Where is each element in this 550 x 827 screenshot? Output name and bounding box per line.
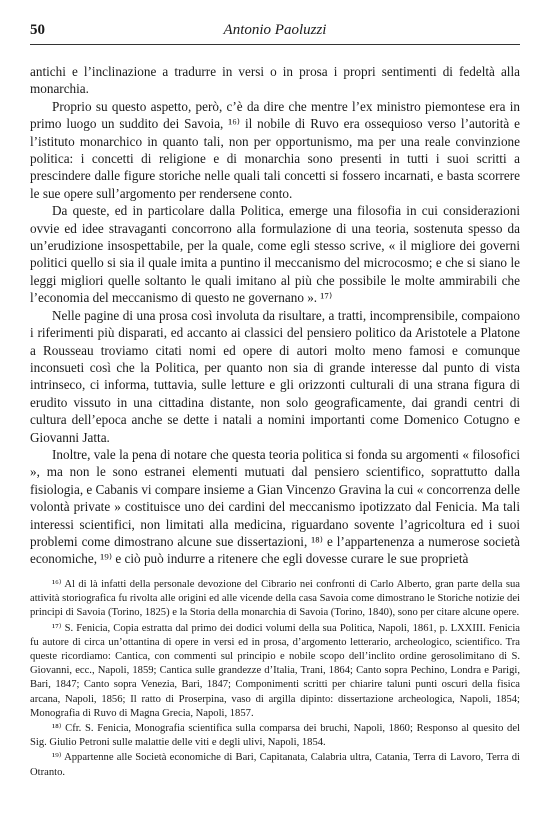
paragraph: Da queste, ed in particolare dalla Politica, emerge una filosofia in cui considerazioni ovvie ed idee stravaganti concorrono alla formulazione di una teoria, sostenuta spesso da un’erudizione insospettabile, per la quale, come egli stesso scrive, « il migliore dei governi politici quello si sia il quale imita a puntino il meccanismo del microcosmo; e che si siano le leggi migliori quelle soltanto le quali imitano al più che possibile le molte ammirabili che l’economia del meccanismo di questo ne governano ». ¹⁷⁾ bbox=[30, 203, 520, 306]
footnote: ¹⁷⁾ S. Fenicia, Copia estratta dal primo dei dodici volumi della sua Politica, Napoli, 1861, p. LXXIII. Fenicia fu autore di circa un’ottantina di opere in versi ed in prosa, d’argomento letterario, archeologico, scientifico. Tra queste ricordiamo: Cantica, con commenti sul principio e nobile scopo dell’inclito ordine gerosolimitano di S. Giovanni, ecc., Napoli, 1859; Cantica sulle grandezze d’Italia, Trani, 1864; Canto sopra Pechino, Londra e Parigi, Bari, 1847; Canto sopra Venezia, Bari, 1847; Componimenti scritti per chiarire taluni punti oscuri della fisica arcana, Napoli, 1856; Il ratto di Proserpina, vaso di argilla dipinto: dissertazione archeologica, Napoli, 1854; Monografia di Ruvo di Magna Grecia, Napoli, 1857. bbox=[30, 622, 520, 719]
footnote: ¹⁶⁾ Al di là infatti della personale devozione del Cibrario nei confronti di Carlo Alberto, gran parte della sua attività storiografica fu rivolta alle origini ed alle vicende della casa Savoia come dimostrano le Storiche notizie dei principi di Savoia (Torino, 1825) e la Storia della monarchia di Savoia (Torino, 1840), sono per citare alcune opere. bbox=[30, 579, 520, 619]
body-text bbox=[30, 63, 520, 568]
footnote: ¹⁹⁾ Appartenne alle Società economiche di Bari, Capitanata, Calabria ultra, Catania, Terra di Lavoro, Terra di Otranto. bbox=[30, 752, 520, 778]
footnotes bbox=[30, 578, 520, 781]
running-head: Antonio Paoluzzi bbox=[223, 22, 327, 38]
paragraph: Inoltre, vale la pena di notare che questa teoria politica si fonda su argomenti « filosofici », ma non le sono estranei elementi mutuati dal pensiero scientifico, soprattutto dalla fisiologia, e Cabanis vi compare insieme a Gian Vincenzo Gravina la cui « concorrenza delle volontà private » costituisce uno dei cardini del meccanismo ipotizzato dal Fenicia. Ma tali interessi scientifici, non limitati alla medicina, riguardano sovente l’agricoltura ed i suoi problemi come dimostrano alcune sue dissertazioni, ¹⁸⁾ e l’appartenenza a numerose società economiche, ¹⁹⁾ e ciò può indurre a ritenere che egli dovesse curare le sue proprietà bbox=[30, 446, 521, 567]
page-number: 50 bbox=[30, 22, 45, 38]
header-rule bbox=[30, 44, 520, 45]
footnote: ¹⁸⁾ Cfr. S. Fenicia, Monografia scientifica sulla comparsa dei bruchi, Napoli, 1860; Responso al quesito del Sig. Giulio Petroni sulle malattie delle viti e degli ulivi, Napoli, 1854. bbox=[30, 723, 520, 749]
paragraph: antichi e l’inclinazione a tradurre in versi o in prosa i propri sentimenti di fedeltà alla monarchia. bbox=[30, 64, 520, 97]
page-header bbox=[30, 20, 520, 44]
paragraph: Proprio su questo aspetto, però, c’è da dire che mentre l’ex ministro piemontese era in primo luogo un suddito dei Savoia, ¹⁶⁾ il nobile di Ruvo era ossequioso verso l’autorità e l’istituto monarchico in quanto tali, non per opportunismo, ma per una reale convinzione politica: i concetti di religione e di monarchia sono presenti in tutti i suoi scritti a prescindere dalle figure storiche nelle quali tali concetti si fossero incarnati, e basta scorrere le sue opere sull’argomento per rendersene conto. bbox=[30, 98, 520, 201]
paragraph: Nelle pagine di una prosa così involuta da risultare, a tratti, incomprensibile, compaiono i riferimenti più disparati, ed accanto ai classici del pensiero politico da Aristotele a Platone a Rousseau troviamo citati nomi ed opere di autori molto meno famosi e comunque inconsueti così che la Politica, per quanto non sia di grande interesse dal punto di vista intrinseco, ci informa, tuttavia, sulle letture e gli orizzonti culturali di una strana figura di erudito vissuto in una cittadina distante, non solo geograficamente, dai grandi centri di cultura dell’epoca anche se dette i natali a nomini importanti come Domenico Cotugno e Giovanni Jatta. bbox=[30, 307, 520, 445]
